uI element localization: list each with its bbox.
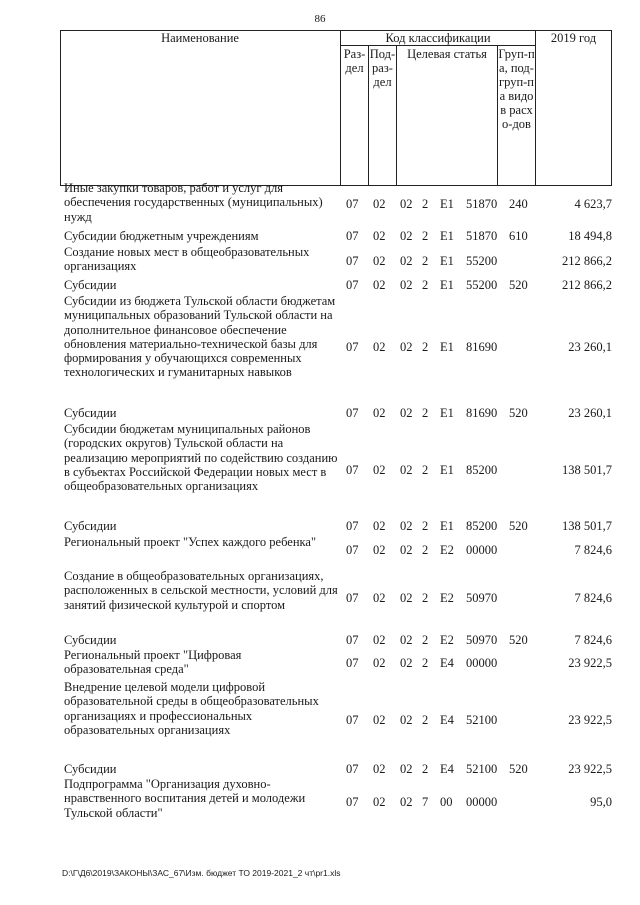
row-podrazdel: 02 (373, 591, 386, 605)
row-razdel: 07 (346, 713, 359, 727)
row-amount: 23 260,1 (568, 340, 612, 354)
row-name: Создание в общеобразовательных организациях, расположенных в сельской местности, условий для занятий физической культурой и спортом (64, 569, 338, 612)
row-razdel: 07 (346, 463, 359, 477)
row-target-direction: 00000 (466, 656, 498, 670)
row-target-project: Е4 (440, 762, 454, 776)
row-target-subprogram: 2 (422, 278, 429, 292)
row-target-program: 02 (400, 656, 413, 670)
row-target-direction: 52100 (466, 713, 498, 727)
row-amount: 7 824,6 (574, 591, 612, 605)
row-name: Создание новых мест в общеобразовательных организациях (64, 245, 310, 274)
row-amount: 4 623,7 (574, 197, 612, 211)
row-podrazdel: 02 (373, 713, 386, 727)
row-target-program: 02 (400, 463, 413, 477)
header-name: Наименование (161, 31, 239, 45)
row-target-program: 02 (400, 633, 413, 647)
row-name: Субсидии (64, 762, 117, 776)
row-amount: 23 922,5 (568, 656, 612, 670)
file-path-footer: D:\Г\Д6\2019\ЗАКОНЫ\ЗАС_67\Изм. бюджет ТО 2019-2021_2 чт\pr1.xls (62, 868, 341, 878)
table-header (60, 30, 612, 186)
header-group: Груп-па, под-груп-па видов расхо-дов (498, 47, 535, 131)
row-name: Региональный проект "Цифровая образовательная среда" (64, 648, 242, 677)
row-target-project: Е2 (440, 591, 454, 605)
row-target-project: Е1 (440, 463, 454, 477)
header-target: Целевая статья (407, 47, 487, 61)
row-target-project: Е1 (440, 519, 454, 533)
row-razdel: 07 (346, 229, 359, 243)
row-target-program: 02 (400, 543, 413, 557)
row-target-project: Е1 (440, 229, 454, 243)
row-razdel: 07 (346, 278, 359, 292)
row-target-subprogram: 2 (422, 656, 429, 670)
header-razdel: Раз-дел (343, 47, 366, 75)
header-year: 2019 год (550, 31, 597, 45)
row-expense-group: 520 (509, 762, 528, 776)
row-target-project: 00 (440, 795, 453, 809)
row-amount: 138 501,7 (562, 519, 612, 533)
row-name: Субсидии (64, 633, 117, 647)
row-podrazdel: 02 (373, 197, 386, 211)
row-amount: 212 866,2 (562, 254, 612, 268)
row-target-direction: 00000 (466, 543, 498, 557)
row-target-program: 02 (400, 519, 413, 533)
row-amount: 95,0 (590, 795, 612, 809)
row-name: Субсидии бюджетным учреждениям (64, 229, 259, 243)
row-podrazdel: 02 (373, 463, 386, 477)
row-target-program: 02 (400, 197, 413, 211)
header-podrazdel: Под-раз-дел (369, 47, 396, 89)
row-target-subprogram: 2 (422, 406, 429, 420)
row-podrazdel: 02 (373, 340, 386, 354)
row-target-direction: 00000 (466, 795, 498, 809)
row-target-project: Е1 (440, 254, 454, 268)
row-target-subprogram: 2 (422, 633, 429, 647)
row-amount: 138 501,7 (562, 463, 612, 477)
row-razdel: 07 (346, 197, 359, 211)
row-target-project: Е1 (440, 340, 454, 354)
row-name: Субсидии из бюджета Тульской области бюджетам муниципальных образований Тульской области на дополнительное финансовое обеспечение обновления материально-технической базы для формирования у обучающихся современных технологических и гуманитарных навыков (64, 294, 336, 380)
row-target-subprogram: 2 (422, 762, 429, 776)
row-name: Субсидии (64, 519, 117, 533)
row-target-program: 02 (400, 406, 413, 420)
row-target-project: Е4 (440, 656, 454, 670)
row-target-direction: 50970 (466, 633, 498, 647)
row-razdel: 07 (346, 519, 359, 533)
row-podrazdel: 02 (373, 543, 386, 557)
row-razdel: 07 (346, 656, 359, 670)
row-amount: 7 824,6 (574, 633, 612, 647)
row-target-direction: 52100 (466, 762, 498, 776)
row-target-program: 02 (400, 762, 413, 776)
row-target-subprogram: 7 (422, 795, 429, 809)
row-amount: 18 494,8 (568, 229, 612, 243)
row-podrazdel: 02 (373, 278, 386, 292)
row-target-direction: 81690 (466, 406, 498, 420)
row-target-subprogram: 2 (422, 591, 429, 605)
row-razdel: 07 (346, 406, 359, 420)
row-target-program: 02 (400, 340, 413, 354)
row-amount: 23 922,5 (568, 762, 612, 776)
row-target-project: Е2 (440, 633, 454, 647)
row-target-program: 02 (400, 795, 413, 809)
row-target-subprogram: 2 (422, 229, 429, 243)
header-classification: Код классификации (385, 31, 491, 45)
row-razdel: 07 (346, 633, 359, 647)
row-razdel: 07 (346, 795, 359, 809)
row-target-direction: 81690 (466, 340, 498, 354)
row-podrazdel: 02 (373, 519, 386, 533)
row-target-project: Е2 (440, 543, 454, 557)
row-expense-group: 520 (509, 278, 528, 292)
row-amount: 23 922,5 (568, 713, 612, 727)
row-target-program: 02 (400, 254, 413, 268)
row-name: Региональный проект "Успех каждого ребенка" (64, 535, 317, 549)
row-target-project: Е1 (440, 278, 454, 292)
row-expense-group: 520 (509, 406, 528, 420)
row-name: Подпрограмма "Организация духовно-нравственного воспитания детей и молодежи Тульской области" (64, 777, 306, 820)
row-podrazdel: 02 (373, 254, 386, 268)
row-amount: 23 260,1 (568, 406, 612, 420)
row-expense-group: 240 (509, 197, 528, 211)
row-expense-group: 520 (509, 519, 528, 533)
row-target-program: 02 (400, 278, 413, 292)
row-target-direction: 51870 (466, 197, 498, 211)
row-amount: 7 824,6 (574, 543, 612, 557)
row-amount: 212 866,2 (562, 278, 612, 292)
row-podrazdel: 02 (373, 656, 386, 670)
row-razdel: 07 (346, 762, 359, 776)
row-target-project: Е1 (440, 406, 454, 420)
row-name: Внедрение целевой модели цифровой образовательной среды в общеобразовательных организациях и профессиональных образовательных организациях (64, 680, 319, 737)
row-target-program: 02 (400, 591, 413, 605)
row-podrazdel: 02 (373, 795, 386, 809)
row-target-subprogram: 2 (422, 713, 429, 727)
row-expense-group: 520 (509, 633, 528, 647)
row-podrazdel: 02 (373, 229, 386, 243)
row-razdel: 07 (346, 591, 359, 605)
row-razdel: 07 (346, 254, 359, 268)
row-target-program: 02 (400, 229, 413, 243)
row-expense-group: 610 (509, 229, 528, 243)
row-name: Субсидии (64, 406, 117, 420)
page-number: 86 (314, 13, 326, 25)
row-target-direction: 85200 (466, 519, 498, 533)
row-podrazdel: 02 (373, 633, 386, 647)
row-razdel: 07 (346, 543, 359, 557)
row-razdel: 07 (346, 340, 359, 354)
row-target-direction: 51870 (466, 229, 498, 243)
row-target-direction: 50970 (466, 591, 498, 605)
row-target-subprogram: 2 (422, 254, 429, 268)
row-target-subprogram: 2 (422, 197, 429, 211)
row-podrazdel: 02 (373, 762, 386, 776)
row-target-direction: 85200 (466, 463, 498, 477)
row-target-program: 02 (400, 713, 413, 727)
row-target-project: Е4 (440, 713, 454, 727)
row-target-subprogram: 2 (422, 519, 429, 533)
row-name: Субсидии бюджетам муниципальных районов (городских округов) Тульской области на реализацию мероприятий по содействию созданию в субъектах Российской Федерации новых мест в общеобразовательных организациях (64, 422, 338, 494)
row-target-direction: 55200 (466, 254, 498, 268)
row-name: Субсидии (64, 278, 117, 292)
row-target-subprogram: 2 (422, 340, 429, 354)
row-target-direction: 55200 (466, 278, 498, 292)
row-target-subprogram: 2 (422, 463, 429, 477)
row-podrazdel: 02 (373, 406, 386, 420)
row-name: Иные закупки товаров, работ и услуг для обеспечения государственных (муниципальных) нужд (64, 181, 323, 224)
row-target-subprogram: 2 (422, 543, 429, 557)
row-target-project: Е1 (440, 197, 454, 211)
